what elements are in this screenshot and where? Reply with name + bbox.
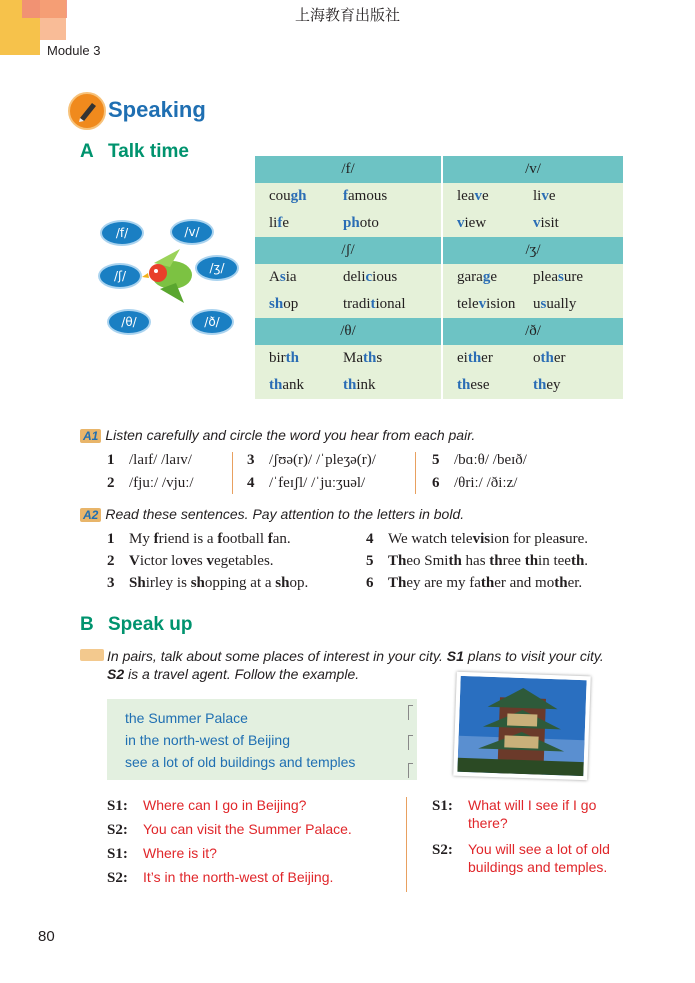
parrot-icon: [140, 245, 200, 305]
dialogue-left: [107, 797, 407, 893]
bubble-th: /θ/: [107, 309, 151, 335]
a1-instruction-text: Listen carefully and circle the word you hear from each pair.: [105, 427, 476, 443]
phoneme-header: /v/: [442, 156, 623, 183]
word-cell: either: [442, 345, 533, 372]
bubble-dh: /ð/: [190, 309, 234, 335]
example-line: in the north-west of Beijing: [125, 732, 290, 748]
word-cell: television: [442, 291, 533, 318]
list-item: 3 Shirley is shopping at a shop.: [107, 575, 309, 591]
bubble-v: /v/: [170, 219, 214, 245]
divider: [232, 452, 233, 494]
phoneme-header: /ð/: [442, 318, 623, 345]
word-cell: traditional: [343, 291, 442, 318]
section-b-title: Speak up: [108, 614, 193, 635]
word-cell: live: [533, 183, 623, 210]
section-b-heading: [80, 614, 192, 636]
summer-palace-photo: [453, 672, 591, 781]
a1-instruction: [80, 427, 475, 443]
word-cell: shop: [255, 291, 343, 318]
table-row: [255, 264, 623, 291]
table-header-row: [255, 237, 623, 264]
dialogue-line: S2: You will see a lot of old buildings and temples.: [432, 841, 610, 875]
a1-list: [107, 452, 627, 496]
word-cell: they: [533, 372, 623, 399]
dialogue-divider: [406, 797, 407, 892]
b-tag: [80, 649, 104, 661]
list-item: 6 They are my father and mother.: [366, 575, 583, 591]
dialogue-line: S2: It’s in the north-west of Beijing.: [107, 869, 334, 886]
word-cell: Maths: [343, 345, 442, 372]
dialogue-line: S1: What will I see if I go there?: [432, 797, 597, 831]
publisher-name: 上海教育出版社: [294, 6, 400, 24]
word-cell: usually: [533, 291, 623, 318]
word-cell: other: [533, 345, 623, 372]
table-row: [255, 372, 623, 399]
list-item: 3 /ʃʊə(r)/ /ˈpleʒə(r)/: [247, 452, 376, 468]
word-cell: delicious: [343, 264, 442, 291]
a2-instruction: [80, 506, 464, 522]
list-item: 5 Theo Smith has three thin teeth.: [366, 553, 589, 569]
section-a-heading: [80, 141, 189, 163]
table-row: [255, 183, 623, 210]
page-number: 80: [38, 928, 55, 945]
list-item: 4 We watch television for pleasure.: [366, 531, 588, 547]
word-cell: photo: [343, 210, 442, 237]
section-a-letter: A: [80, 141, 94, 162]
phonics-table: [255, 156, 623, 399]
module-label: Module 3: [47, 43, 101, 58]
section-b-letter: B: [80, 614, 94, 635]
phoneme-header: /θ/: [255, 318, 442, 345]
bubble-sh: /ʃ/: [98, 263, 142, 289]
dialogue-line: S1: Where can I go in Beijing?: [107, 797, 307, 814]
bubble-zh: /ʒ/: [195, 255, 239, 281]
list-item: 6 /θriː/ /ðiːz/: [432, 475, 518, 491]
word-cell: leave: [442, 183, 533, 210]
word-cell: cough: [255, 183, 343, 210]
table-row: [255, 210, 623, 237]
a2-instruction-text: Read these sentences. Pay attention to the letters in bold.: [105, 506, 465, 522]
pencil-icon: [68, 92, 106, 130]
word-cell: pleasure: [533, 264, 623, 291]
example-line: see a lot of old buildings and temples: [125, 754, 356, 770]
list-item: 4 /ˈfeɪʃl/ /ˈjuːʒuəl/: [247, 475, 366, 491]
a1-tag: A1: [80, 429, 101, 443]
dialogue-right: [432, 797, 652, 885]
phoneme-header: /ʃ/: [255, 237, 442, 264]
speaking-title: Speaking: [108, 97, 206, 122]
word-cell: thank: [255, 372, 343, 399]
word-cell: visit: [533, 210, 623, 237]
word-cell: Asia: [255, 264, 343, 291]
table-header-row: [255, 318, 623, 345]
table-row: [255, 345, 623, 372]
list-item: 1 /laɪf/ /laɪv/: [107, 452, 192, 468]
bracket-marks: [408, 705, 422, 777]
list-item: 2 Victor loves vegetables.: [107, 553, 274, 569]
word-cell: view: [442, 210, 533, 237]
phoneme-header: /ʒ/: [442, 237, 623, 264]
word-cell: these: [442, 372, 533, 399]
word-cell: think: [343, 372, 442, 399]
example-box: [107, 699, 417, 780]
section-a-title: Talk time: [108, 141, 189, 162]
word-cell: birth: [255, 345, 343, 372]
example-line: the Summer Palace: [125, 710, 248, 726]
list-item: 2 /fjuː/ /vjuː/: [107, 475, 194, 491]
list-item: 5 /bɑːθ/ /beɪð/: [432, 452, 527, 468]
b-instruction: In pairs, talk about some places of interest in your city. S1 plans to visit your city. S2 is a travel agent. Follow the example.: [107, 648, 604, 682]
phoneme-header: /f/: [255, 156, 442, 183]
a2-tag: A2: [80, 508, 101, 522]
bubble-f: /f/: [100, 220, 144, 246]
dialogue-line: S1: Where is it?: [107, 845, 217, 862]
table-header-row: [255, 156, 623, 183]
a2-list: [107, 531, 637, 597]
word-cell: life: [255, 210, 343, 237]
word-cell: famous: [343, 183, 442, 210]
list-item: 1 My friend is a football fan.: [107, 531, 291, 547]
dialogue-line: S2: You can visit the Summer Palace.: [107, 821, 352, 838]
table-row: [255, 291, 623, 318]
word-cell: garage: [442, 264, 533, 291]
divider: [415, 452, 416, 494]
